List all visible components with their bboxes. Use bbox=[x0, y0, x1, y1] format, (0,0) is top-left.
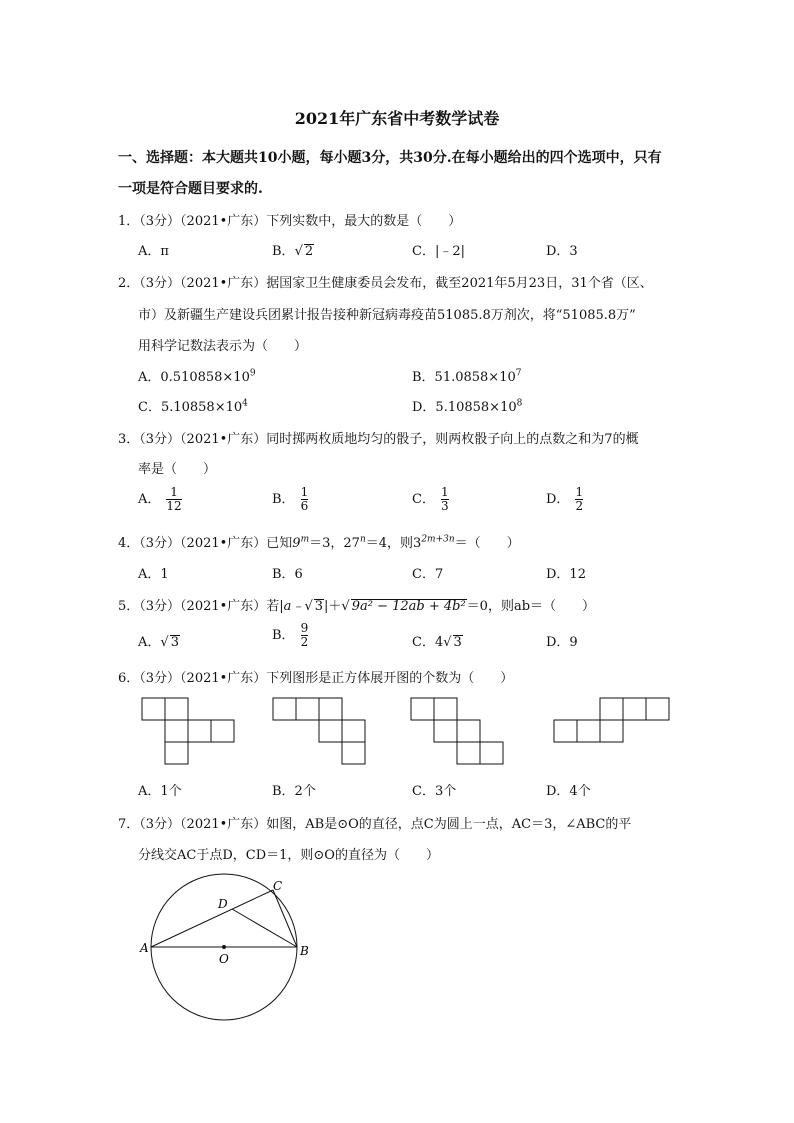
q7-stem-line1: 7．（3分）（2021•广东）如图，AB是⊙O的直径，点C为圆上一点，AC＝3，∠ABC的平 bbox=[118, 817, 632, 832]
q4-stem: 4．（3分）（2021•广东）已知$9^m=3$，$27^n=4$，则$3^{2m+3n}=$（ ） bbox=[118, 534, 520, 551]
q1-option-b: B．√ 2 bbox=[272, 244, 314, 259]
q2-option-b: B．$51.0858\times 10^7$ bbox=[412, 368, 522, 385]
q3-option-a: A． $\frac{1}{12}$ bbox=[138, 485, 182, 513]
paper-title: 2021年广东省中考数学试卷 bbox=[294, 109, 500, 128]
q4-option-b: B．6 bbox=[272, 567, 303, 582]
q5-big-radicand: 9a² − 12ab + 4b² bbox=[351, 599, 466, 614]
q5-option-d: D．9 bbox=[546, 635, 578, 650]
q4-option-a: A．1 bbox=[138, 567, 169, 582]
q1-option-d: D．3 bbox=[546, 244, 578, 259]
q5-option-c: C．4√ 3 bbox=[412, 635, 462, 650]
q3-stem-line2: 率是（ ） bbox=[138, 462, 217, 477]
q2-option-c: C．$5.10858\times 10^4$ bbox=[138, 398, 248, 415]
q7-circle-diagram bbox=[135, 870, 335, 1045]
q7-stem-line2: 分线交AC于点D，CD＝1，则⊙O的直径为（ ） bbox=[138, 848, 439, 863]
q4-option-c: C．7 bbox=[412, 567, 444, 582]
q3-option-b: B． $\frac{1}{6}$ bbox=[272, 485, 309, 513]
q3-stem-line1: 3．（3分）（2021•广东）同时掷两枚质地均匀的骰子，则两枚骰子向上的点数之和为7的概 bbox=[118, 432, 639, 447]
q6-stem: 6．（3分）（2021•广东）下列图形是正方体展开图的个数为（ ） bbox=[118, 671, 514, 686]
cube-net-3 bbox=[411, 698, 503, 764]
q1-option-c: C．|﹣2| bbox=[412, 244, 465, 259]
bisector-bd bbox=[232, 909, 297, 947]
q5-option-a: A．√ 3 bbox=[138, 635, 179, 650]
q2-stem-line2: 市）及新疆生产建设兵团累计报告接种新冠病毒疫苗51085.8万剂次，将“51085.8万” bbox=[138, 308, 636, 323]
q2-stem-line3: 用科学记数法表示为（ ） bbox=[138, 339, 308, 354]
q6-option-c: C．3个 bbox=[412, 784, 457, 799]
q6-option-d: D．4个 bbox=[546, 784, 591, 799]
q2-option-d: D．$5.10858\times 10^8$ bbox=[412, 398, 523, 415]
section-heading-line1: 一、选择题：本大题共10小题，每小题3分，共30分.在每小题给出的四个选项中，只有 bbox=[118, 150, 662, 166]
cube-net-1 bbox=[142, 698, 234, 764]
label-o: O bbox=[219, 952, 229, 966]
q4-option-d: D．12 bbox=[546, 567, 586, 582]
q3-option-d: D． $\frac{1}{2}$ bbox=[546, 485, 584, 513]
q3-option-c: C． $\frac{1}{3}$ bbox=[412, 485, 449, 513]
q2-stem-line1: 2．（3分）（2021•广东）据国家卫生健康委员会发布，截至2021年5月23日，31个省（区、 bbox=[118, 276, 653, 291]
q6-option-a: A．1个 bbox=[138, 784, 182, 799]
q6-cube-nets bbox=[0, 695, 794, 775]
cube-net-2 bbox=[273, 698, 365, 764]
q1-b-radicand: 2 bbox=[304, 244, 314, 259]
center-point bbox=[222, 945, 226, 949]
q5-option-b: B． $\frac{9}{2}$ bbox=[272, 621, 309, 649]
q6-option-b: B．2个 bbox=[272, 784, 316, 799]
q5-stem: 5．（3分）（2021•广东）若|a﹣√ 3|＋√ 9a² − 12ab + 4b²＝0，则ab＝（ ） bbox=[118, 599, 596, 614]
label-c: C bbox=[273, 879, 283, 893]
label-d: D bbox=[218, 897, 228, 911]
q1-option-a: A．π bbox=[138, 244, 169, 259]
label-a: A bbox=[140, 941, 149, 955]
cube-net-4 bbox=[554, 698, 669, 742]
label-b: B bbox=[300, 944, 309, 958]
section-heading-line2: 一项是符合题目要求的. bbox=[118, 181, 263, 197]
chord-cb bbox=[273, 890, 297, 947]
q1-stem: 1．（3分）（2021•广东）下列实数中，最大的数是（ ） bbox=[118, 214, 462, 229]
q2-option-a: A．$0.510858\times 10^9$ bbox=[138, 368, 256, 385]
